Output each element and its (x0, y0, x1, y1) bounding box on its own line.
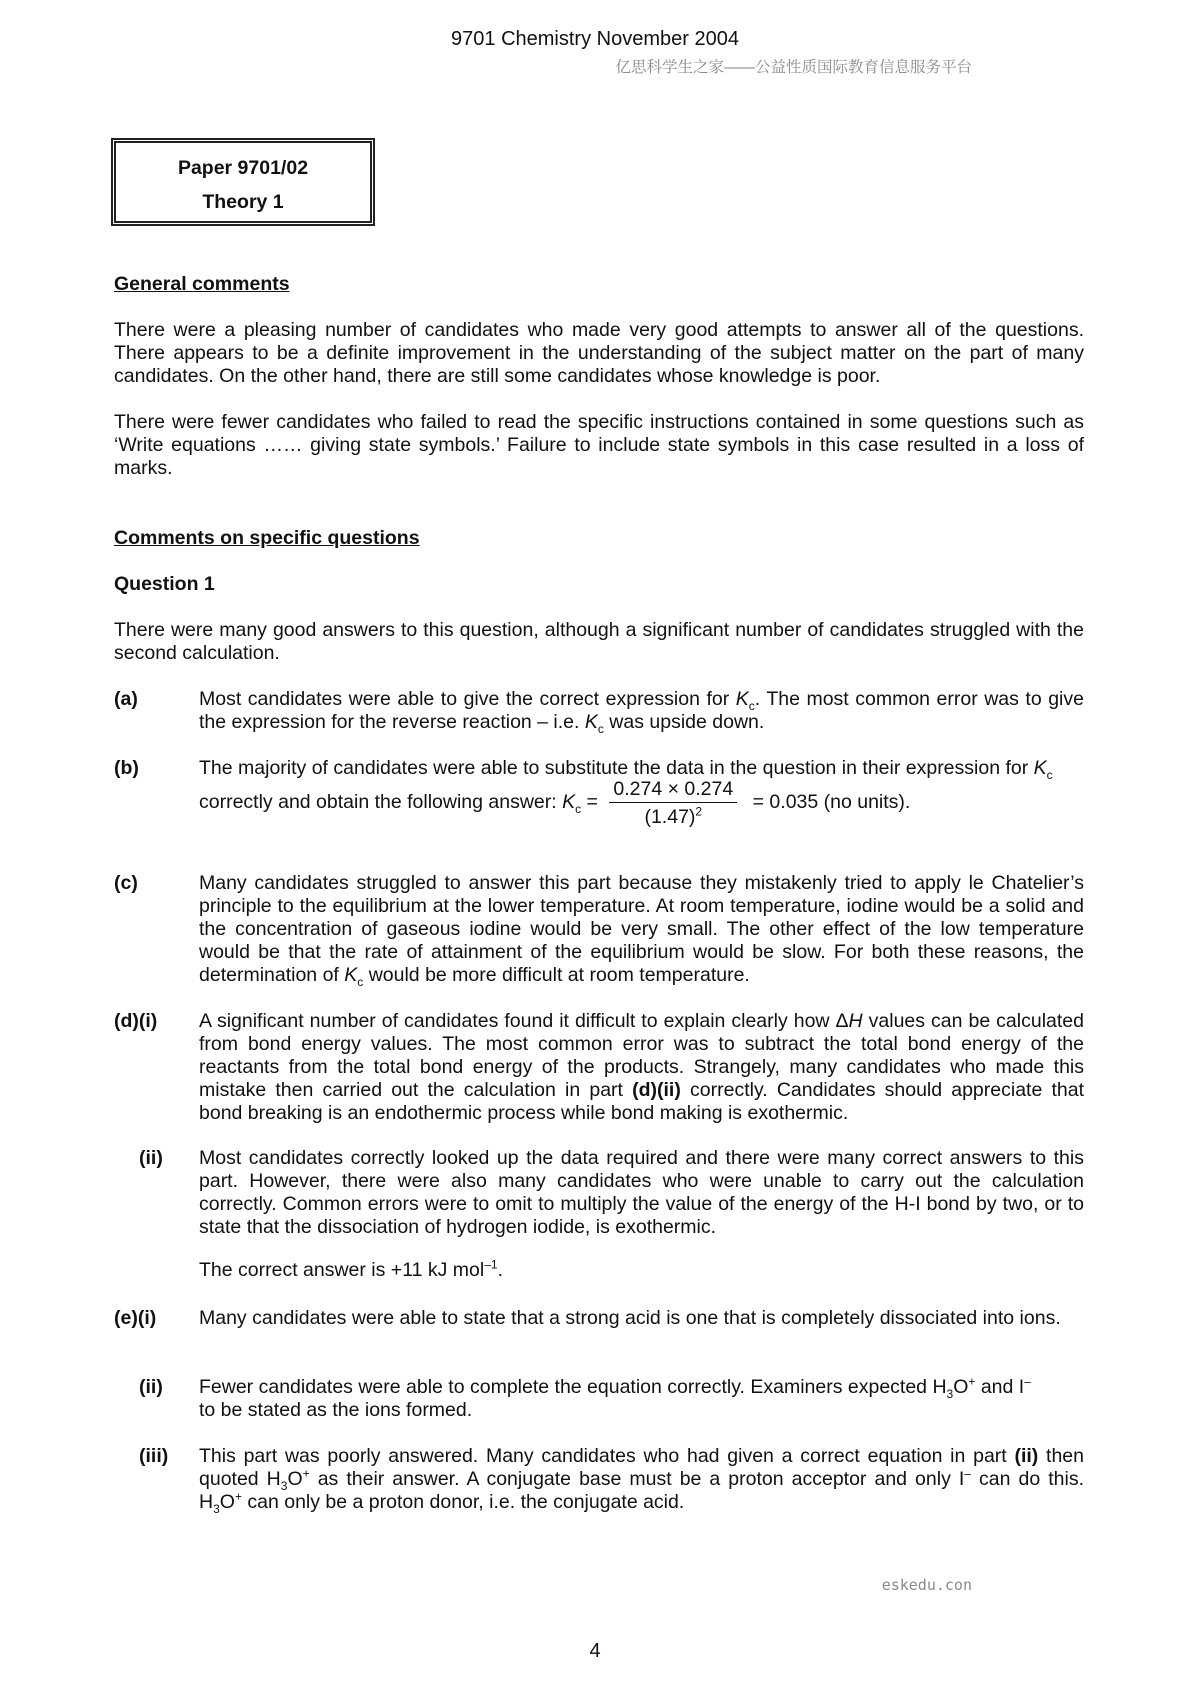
item-a-text: Most candidates were able to give the correct expression for $K_c$. The most common error was to give the expression for the reverse reaction – i.e. $K_c$ was upside down. (199, 688, 1084, 736)
item-e-i-label: (e)(i) (114, 1307, 157, 1329)
item-d-ii-text: Most candidates correctly looked up the data required and there were many correct answers to this part. However, there were also many candidates who were unable to carry out the calculation correctly. Common errors were to omit to multiply the value of the energy of the H-I bond by two, or to state that the dissociation of hydrogen iodide, is exothermic. (199, 1147, 1084, 1238)
general-paragraph-2: There were fewer candidates who failed to read the specific instructions contained in some questions such as ‘Write equations …… giving state symbols.’ Failure to include state symbols in this case resulted in a loss of marks. (114, 411, 1084, 479)
page-number: 4 (589, 1640, 601, 1662)
header-title: 9701 Chemistry November 2004 (451, 28, 739, 50)
item-d-ii-label: (ii) (139, 1147, 163, 1169)
item-c-text: Many candidates struggled to answer this part because they mistakenly tried to apply le Chatelier’s principle to the equilibrium at the lower temperature. At room temperature, iodine would be a solid and the concentration of gaseous iodine would be very small. The other effect of the low temperature would be that the rate of attainment of the equilibrium would be slow. For both these reasons, the determination of $K_c$ would be more difficult at room temperature. (199, 872, 1084, 989)
paper-code: Paper 9701/02 (177, 157, 309, 179)
item-b (114, 757, 1084, 828)
question-1-intro: There were many good answers to this question, although a significant number of candidates struggled with the second calculation. (114, 619, 1084, 664)
item-e-iii (114, 1445, 1084, 1514)
footer-watermark: eskedu.con (881, 1576, 972, 1594)
item-d-ii-answer: The correct answer is +11 kJ mol$^{-1}$. (199, 1257, 503, 1281)
item-d-i-text: A significant number of candidates found it difficult to explain clearly how ΔH values can be calculated from bond energy values. The most common error was to subtract the total bond energy of the reactants from the total bond energy of the products. Strangely, many candidates who made this mistake then carried out the calculation in part (d)(ii) correctly. Candidates should appreciate that bond breaking is an endothermic process while bond making is exothermic. (199, 1010, 1084, 1124)
item-e-iii-label: (iii) (139, 1445, 169, 1467)
item-d-ii (114, 1147, 1084, 1282)
item-c-label: (c) (114, 872, 138, 894)
item-b-text: The majority of candidates were able to substitute the data in the question in their expression for $K_c$ correctly and obtain the following answer: $K_c$ = $\frac{0.274 \times 0.274}{(1.47)^2}$ = 0.035 (no units). (199, 757, 1053, 828)
kc-fraction: $\frac{0.274 \times 0.274}{(1.47)^2}$ (609, 778, 737, 828)
general-heading: General comments (114, 273, 290, 295)
item-a (114, 688, 1084, 734)
paper-title: Theory 1 (202, 191, 284, 213)
item-a-label: (a) (114, 688, 138, 710)
item-e-ii-label: (ii) (139, 1376, 163, 1398)
item-d-i-label: (d)(i) (114, 1010, 158, 1032)
paper-box (111, 138, 375, 226)
item-c (114, 872, 1084, 987)
question-1-heading: Question 1 (114, 573, 215, 595)
kc-denominator: (1.47) (644, 806, 696, 828)
item-e-i (114, 1307, 1084, 1330)
specific-heading: Comments on specific questions (114, 527, 420, 549)
item-d-i (114, 1010, 1084, 1125)
header-watermark: 亿思科学生之家——公益性质国际教育信息服务平台 (615, 59, 972, 76)
item-b-label: (b) (114, 757, 139, 779)
kc-result: = 0.035 (no units). (747, 791, 911, 814)
item-e-i-text: Many candidates were able to state that a strong acid is one that is completely dissociated into ions. (199, 1307, 1061, 1329)
general-paragraph-1: There were a pleasing number of candidates who made very good attempts to answer all of the questions. There appears to be a definite improvement in the understanding of the subject matter on the part of many candidates. On the other hand, there are still some candidates whose knowledge is poor. (114, 319, 1084, 387)
item-e-iii-text: This part was poorly answered. Many candidates who had given a correct equation in part (ii) then quoted $H_3O^+$ as their answer. A conjugate base must be a proton acceptor and only I– can do this. $H_3O^+$ can only be a proton donor, i.e. the conjugate acid. (199, 1445, 1084, 1516)
item-e-ii-text: Fewer candidates were able to complete the equation correctly. Examiners expected $H_3O^+$ and I– to be stated as the ions formed. (199, 1374, 1031, 1421)
item-e-ii (114, 1376, 1084, 1422)
kc-numerator: 0.274 × 0.274 (609, 778, 737, 803)
